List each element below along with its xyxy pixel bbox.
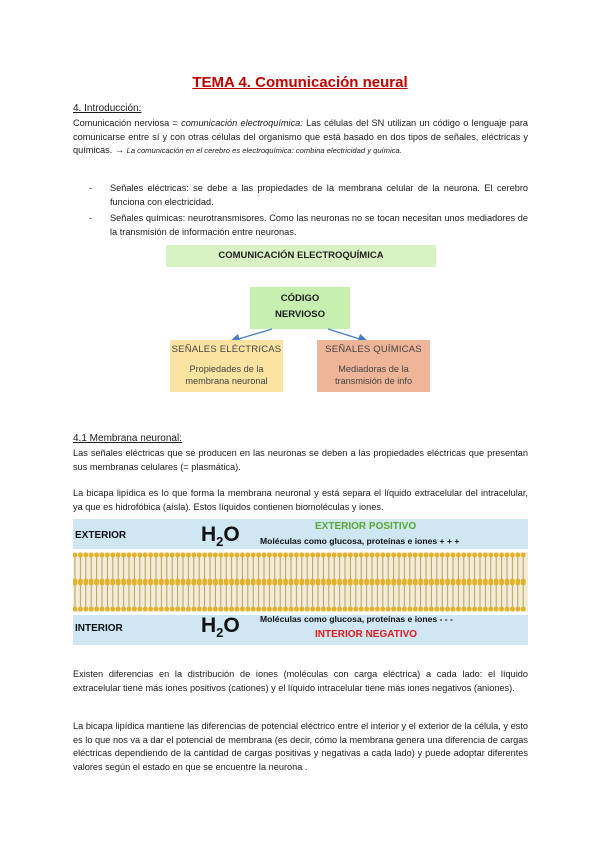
electric-label: SEÑALES ELÉCTRICAS [171, 344, 282, 355]
lipid-head [170, 553, 175, 558]
chemical-sub-1: Mediadoras de la [338, 364, 409, 374]
lipid-head [386, 607, 391, 612]
lipid-head [143, 607, 148, 612]
lipid-head [397, 553, 402, 558]
lipid-head [294, 581, 299, 586]
lipid-head [445, 553, 450, 558]
lipid-head [267, 607, 272, 612]
lipid-head [386, 581, 391, 586]
lipid-head [451, 581, 456, 586]
lipid-head [451, 553, 456, 558]
h2o-interior: $H_2O$ [201, 614, 240, 641]
lipid-head [305, 581, 310, 586]
lipid-head [148, 553, 153, 558]
lipid-head [208, 607, 213, 612]
lipid-head [262, 607, 267, 612]
lipid-head [391, 607, 396, 612]
lipid-head [89, 553, 94, 558]
lipid-head [137, 553, 142, 558]
lipid-head [353, 581, 358, 586]
lipid-head [197, 607, 202, 612]
lipid-head [213, 607, 218, 612]
lipid-head [337, 607, 342, 612]
lipid-head [326, 581, 331, 586]
lipid-head [132, 607, 137, 612]
lipid-head [402, 607, 407, 612]
lipid-head [472, 553, 477, 558]
lipid-head [483, 553, 488, 558]
lipid-head [510, 553, 515, 558]
exterior-molecules-label: Moléculas como glucosa, proteínas e iones + + + [260, 536, 460, 546]
lipid-head [510, 581, 515, 586]
lipid-head [353, 553, 358, 558]
lipid-head [283, 581, 288, 586]
lipid-head [202, 607, 207, 612]
lipid-head [110, 553, 115, 558]
lipid-head [505, 581, 510, 586]
lipid-head [197, 553, 202, 558]
lipid-head [251, 581, 256, 586]
lipid-head [294, 553, 299, 558]
lipid-head [78, 607, 83, 612]
lipid-head [191, 553, 196, 558]
lipid-head [505, 553, 510, 558]
intro-heading: 4. Introducción: [73, 103, 142, 114]
lipid-head [137, 607, 142, 612]
lipid-head [332, 607, 337, 612]
lipid-head [299, 553, 304, 558]
lipid-head [337, 553, 342, 558]
lipid-head [467, 581, 472, 586]
lipid-head [143, 581, 148, 586]
lipid-head [235, 607, 240, 612]
lipid-head [434, 607, 439, 612]
lipid-head [121, 553, 126, 558]
lipid-head [224, 581, 229, 586]
lipid-head [353, 607, 358, 612]
lipid-head [100, 581, 105, 586]
lipid-head [424, 553, 429, 558]
lipid-head [359, 607, 364, 612]
lipid-head [83, 607, 88, 612]
lipid-head [191, 607, 196, 612]
lipid-head [116, 581, 121, 586]
lipid-head [164, 607, 169, 612]
lipid-head [251, 553, 256, 558]
lipid-head [521, 581, 526, 586]
bullet-text: Señales eléctricas: se debe a las propiedades de la membrana celular de la neurona. El cerebro funciona con electricidad. [110, 183, 528, 207]
lipid-head [100, 607, 105, 612]
lipid-head [299, 607, 304, 612]
lipid-head [186, 581, 191, 586]
lipid-head [148, 581, 153, 586]
chemical-label: SEÑALES QUÍMICAS [325, 344, 422, 355]
interior-molecules-label: Moléculas como glucosa, proteínas e iones - - - [260, 614, 453, 624]
lipid-head [440, 607, 445, 612]
lipid-head [326, 553, 331, 558]
lipid-head [202, 581, 207, 586]
lipid-head [175, 553, 180, 558]
lipid-head [78, 581, 83, 586]
exterior-positive-label: EXTERIOR POSITIVO [315, 521, 417, 532]
interior-negative-label: INTERIOR NEGATIVO [315, 629, 418, 640]
electric-sub-2: membrana neuronal [185, 376, 268, 386]
lipid-head [424, 607, 429, 612]
membrane-heading: 4.1 Membrana neuronal: [73, 433, 182, 444]
lipid-head [197, 581, 202, 586]
lipid-head [256, 553, 261, 558]
lipid-head [467, 607, 472, 612]
lipid-head [515, 581, 520, 586]
lipid-head [213, 581, 218, 586]
intro-lead-italic: comunicación electroquímica: [181, 118, 303, 128]
lipid-head [148, 607, 153, 612]
lipid-head [283, 553, 288, 558]
lipid-head [278, 581, 283, 586]
lipid-head [305, 607, 310, 612]
lipid-head [418, 607, 423, 612]
page-title: TEMA 4. Comunicación neural [192, 74, 408, 91]
lipid-head [478, 553, 483, 558]
exterior-label: EXTERIOR [75, 530, 127, 541]
lipid-head [278, 553, 283, 558]
lipid-head [359, 553, 364, 558]
lipid-head [397, 607, 402, 612]
lipid-head [483, 607, 488, 612]
lipid-head [235, 581, 240, 586]
lipid-head [456, 553, 461, 558]
lipid-head [229, 581, 234, 586]
lipid-head [461, 607, 466, 612]
lipid-head [121, 607, 126, 612]
lipid-head [413, 581, 418, 586]
diagram-title: COMUNICACIÓN ELECTROQUÍMICA [166, 245, 436, 267]
lipid-head [391, 553, 396, 558]
lipid-head [278, 607, 283, 612]
lipid-head [272, 581, 277, 586]
lipid-head [240, 553, 245, 558]
lipid-head [132, 581, 137, 586]
lipid-head [94, 553, 99, 558]
lipid-head [380, 607, 385, 612]
lipid-head [488, 581, 493, 586]
lipid-head [332, 553, 337, 558]
lipid-head [348, 607, 353, 612]
lipid-head [337, 581, 342, 586]
lipid-bilayer [73, 552, 528, 612]
lipid-head [105, 553, 110, 558]
lipid-head [310, 553, 315, 558]
lipid-head [218, 553, 223, 558]
lipid-head [245, 607, 250, 612]
chemical-signals-box [317, 340, 430, 392]
lipid-head [78, 553, 83, 558]
lipid-head [386, 553, 391, 558]
lipid-head [127, 607, 132, 612]
lipid-head [364, 553, 369, 558]
lipid-head [418, 553, 423, 558]
lipid-head [467, 553, 472, 558]
lipid-head [510, 607, 515, 612]
lipid-head [321, 553, 326, 558]
lipid-head [240, 607, 245, 612]
lipid-head [94, 607, 99, 612]
lipid-head [272, 553, 277, 558]
lipid-head [370, 553, 375, 558]
lipid-head [434, 581, 439, 586]
lipid-head [521, 607, 526, 612]
lipid-head [224, 607, 229, 612]
lipid-head [245, 581, 250, 586]
lipid-head [224, 553, 229, 558]
lipid-head [181, 553, 186, 558]
lipid-head [154, 607, 159, 612]
center-line-2: NERVIOSO [275, 309, 325, 320]
lipid-head [364, 581, 369, 586]
bullet-text: Señales químicas: neurotransmisores. Como las neuronas no se tocan necesitan unos mediadores de la transmisión de información entre neuronas. [110, 213, 528, 237]
lipid-head [424, 581, 429, 586]
lipid-head [262, 581, 267, 586]
lipid-head [316, 553, 321, 558]
lipid-head [159, 553, 164, 558]
chemical-sub-2: transmisión de info [334, 376, 413, 386]
lipid-head [499, 607, 504, 612]
intro-rest: Las células del SN utilizan un código o lenguaje para comunicarse entre sí y con otras células del organismo que está basado en dos tipos de señales, eléctricas y químicas. → [73, 118, 528, 155]
lipid-head [245, 553, 250, 558]
lipid-head [175, 581, 180, 586]
lipid-head [445, 607, 450, 612]
lipid-head [294, 607, 299, 612]
membrane-para-2: La bicapa lipídica es lo que forma la membrana neuronal y está separa el líquido extracelular del intracelular, ya que es hidrofóbica (aísla). Estos líquidos contienen biomoléculas y iones. [73, 488, 528, 512]
lipid-head [159, 581, 164, 586]
lipid-head [397, 581, 402, 586]
lipid-head [478, 607, 483, 612]
lipid-head [316, 581, 321, 586]
lipid-head [170, 607, 175, 612]
lipid-head [402, 553, 407, 558]
lipid-head [105, 581, 110, 586]
lipid-head [375, 581, 380, 586]
h2o-exterior: $H_2O$ [201, 523, 240, 550]
lipid-head [494, 581, 499, 586]
lipid-head [105, 607, 110, 612]
lipid-head [299, 581, 304, 586]
lipid-head [434, 553, 439, 558]
lipid-head [191, 581, 196, 586]
lipid-head [218, 607, 223, 612]
lipid-head [175, 607, 180, 612]
lipid-head [213, 553, 218, 558]
lipid-head [89, 581, 94, 586]
lipid-head [375, 607, 380, 612]
lipid-head [310, 607, 315, 612]
lipid-head [310, 581, 315, 586]
membrane-para-3: Existen diferencias en la distribución de iones (moléculas con carga eléctrica) a cada lado: el líquido extracelular tiene más iones positivos (cationes) y el líquido intracelular tiene más iones negativos (aniones). [73, 669, 528, 693]
lipid-head [267, 553, 272, 558]
lipid-head [251, 607, 256, 612]
lipid-head [164, 553, 169, 558]
lipid-head [321, 581, 326, 586]
lipid-head [440, 553, 445, 558]
lipid-head [505, 607, 510, 612]
lipid-head [521, 553, 526, 558]
lipid-head [407, 581, 412, 586]
lipid-head [137, 581, 142, 586]
lipid-head [94, 581, 99, 586]
lipid-head [407, 607, 412, 612]
lipid-head [202, 553, 207, 558]
lipid-head [229, 607, 234, 612]
lipid-head [181, 607, 186, 612]
lipid-head [110, 581, 115, 586]
lipid-head [488, 553, 493, 558]
lipid-head [461, 581, 466, 586]
lipid-head [343, 607, 348, 612]
lipid-head [181, 581, 186, 586]
lipid-head [132, 553, 137, 558]
lipid-head [478, 581, 483, 586]
lipid-head [256, 581, 261, 586]
lipid-head [364, 607, 369, 612]
lipid-head [456, 581, 461, 586]
lipid-head [348, 553, 353, 558]
lipid-head [402, 581, 407, 586]
lipid-head [235, 553, 240, 558]
lipid-head [370, 607, 375, 612]
electric-sub-1: Propiedades de la [189, 364, 264, 374]
membrane-figure [73, 519, 528, 645]
lipid-head [100, 553, 105, 558]
lipid-head [218, 581, 223, 586]
lipid-head [186, 607, 191, 612]
lipid-head [499, 581, 504, 586]
lipid-head [494, 607, 499, 612]
lipid-head [272, 607, 277, 612]
lipid-head [110, 607, 115, 612]
lipid-head [407, 553, 412, 558]
center-line-1: CÓDIGO [280, 293, 320, 304]
lipid-head [208, 553, 213, 558]
lipid-head [316, 607, 321, 612]
bullet-marker: - [89, 213, 93, 223]
lipid-head [348, 581, 353, 586]
lipid-head [413, 553, 418, 558]
lipid-head [83, 553, 88, 558]
lipid-head [262, 553, 267, 558]
membrane-para-1: Las señales eléctricas que se producen en las neuronas se deben a las propiedades eléctricas que presentan sus membranas celulares (= plasmática). [73, 448, 528, 472]
lipid-head [121, 581, 126, 586]
electric-signals-box [170, 340, 283, 392]
lipid-head [343, 581, 348, 586]
bullet-marker: - [89, 183, 93, 193]
lipid-head [359, 581, 364, 586]
lipid-head [499, 553, 504, 558]
lipid-head [154, 553, 159, 558]
lipid-head [89, 607, 94, 612]
lipid-head [83, 581, 88, 586]
lipid-head [256, 607, 261, 612]
lipid-head [164, 581, 169, 586]
lipid-head [305, 553, 310, 558]
lipid-head [472, 581, 477, 586]
lipid-head [429, 581, 434, 586]
interior-label: INTERIOR [75, 623, 123, 634]
lipid-head [159, 607, 164, 612]
lipid-head [494, 553, 499, 558]
lipid-head [229, 553, 234, 558]
lipid-head [483, 581, 488, 586]
lipid-head [289, 553, 294, 558]
lipid-head [321, 607, 326, 612]
lipid-head [186, 553, 191, 558]
lipid-head [418, 581, 423, 586]
lipid-head [240, 581, 245, 586]
lipid-head [154, 581, 159, 586]
lipid-head [515, 553, 520, 558]
lipid-head [445, 581, 450, 586]
lipid-head [283, 607, 288, 612]
lipid-head [440, 581, 445, 586]
lipid-head [391, 581, 396, 586]
lipid-head [343, 553, 348, 558]
lipid-head [326, 607, 331, 612]
lipid-head [208, 581, 213, 586]
intro-note: La comunicación en el cerebro es electroquímica: combina electricidad y química. [126, 146, 402, 155]
lipid-head [451, 607, 456, 612]
lipid-head [289, 581, 294, 586]
lipid-head [127, 581, 132, 586]
lipid-head [116, 607, 121, 612]
lipid-head [413, 607, 418, 612]
lipid-head [429, 607, 434, 612]
lipid-head [370, 581, 375, 586]
lipid-head [267, 581, 272, 586]
lipid-head [429, 553, 434, 558]
lipid-head [488, 607, 493, 612]
lipid-head [375, 553, 380, 558]
lipid-head [472, 607, 477, 612]
lipid-head [127, 553, 132, 558]
lipid-head [170, 581, 175, 586]
lipid-head [143, 553, 148, 558]
lipid-head [116, 553, 121, 558]
lipid-head [289, 607, 294, 612]
lipid-head [380, 581, 385, 586]
intro-lead: Comunicación nerviosa = [73, 118, 182, 128]
lipid-head [461, 553, 466, 558]
lipid-head [456, 607, 461, 612]
lipid-head [332, 581, 337, 586]
lipid-head [380, 553, 385, 558]
lipid-head [515, 607, 520, 612]
membrane-para-4: La bicapa lipídica mantiene las diferencias de potencial eléctrico entre el interior y el exterior de la célula, y esto es lo que nos va a dar el potencial de membrana (es decir, cómo la membrana genera una diferencia de cargas eléctricas dependiendo de la cantidad de cargas positivas y negativas a cada lado) y puede adoptar diferentes valores según el estado en que se encuentre la neurona . [73, 721, 528, 772]
